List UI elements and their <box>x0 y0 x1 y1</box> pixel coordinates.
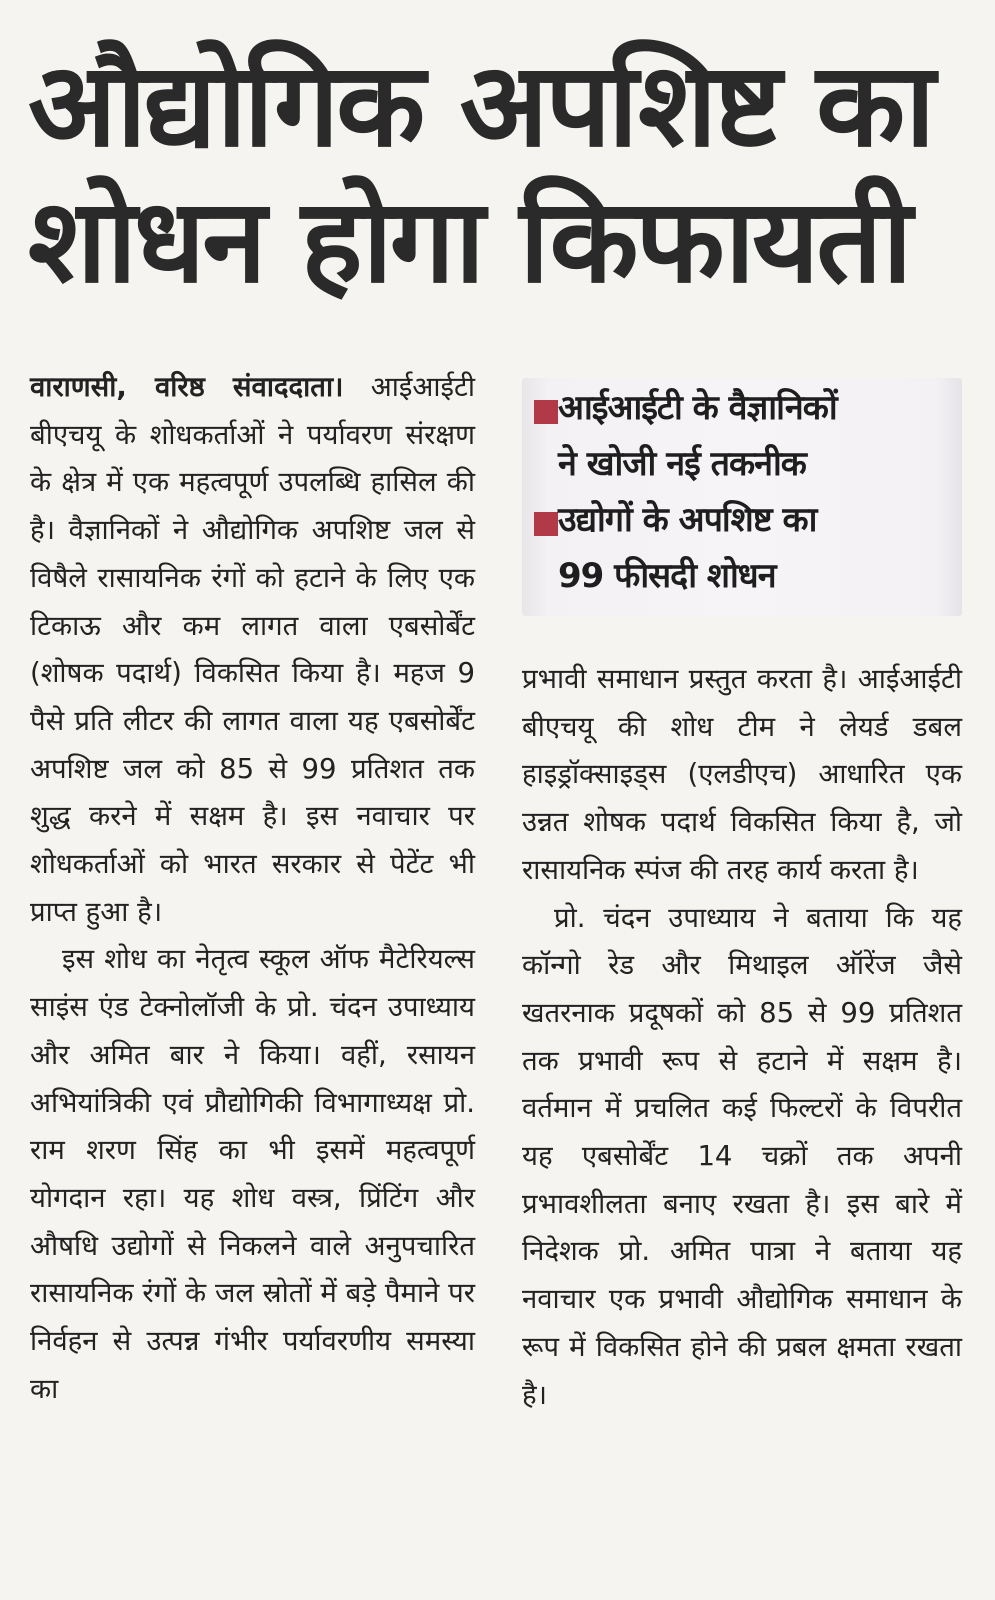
highlight-item <box>558 492 816 604</box>
paragraph-text: आईआईटी बीएचयू के शोधकर्ताओं ने पर्यावरण संरक्षण के क्षेत्र में एक महत्वपूर्ण उपलब्धि हासिल की है। वैज्ञानिकों ने औद्योगिक अपशिष्ट जल से विषैले रासायनिक रंगों को हटाने के लिए एक टिकाऊ और कम लागत वाला एबसोर्बेंट (शोषक पदार्थ) विकसित किया है। महज 9 पैसे प्रति लीटर की लागत वाला यह एबसोर्बेंट अपशिष्ट जल को 85 से 99 प्रतिशत तक शुद्ध करने में सक्षम है। इस नवाचार पर शोधकर्ताओं को भारत सरकार से पेटेंट भी प्राप्त हुआ है। <box>30 371 475 928</box>
article-paragraph: प्रो. चंदन उपाध्याय ने बताया कि यह कॉन्गो रेड और मिथाइल ऑरेंज जैसे खतरनाक प्रदूषकों को 85 से 99 प्रतिशत तक प्रभावी रूप से हटाने में सक्षम है। वर्तमान में प्रचलित कई फिल्टरों के विपरीत यह एबसोर्बेंट 14 चक्रों तक अपनी प्रभावशीलता बनाए रखता है। इस बारे में निदेशक प्रो. अमित पात्रा ने बताया यह नवाचार एक प्रभावी औद्योगिक समाधान के रूप में विकसित होने की प्रबल क्षमता रखता है। <box>522 901 962 1411</box>
article-column-left <box>30 364 475 1413</box>
article-paragraph: इस शोध का नेतृत्व स्कूल ऑफ मैटेरियल्स साइंस एंड टेक्नोलॉजी के प्रो. चंदन उपाध्याय और अमित बार ने किया। वहीं, रसायन अभियांत्रिकी एवं प्रौद्योगिकी विभागाध्यक्ष प्रो. राम शरण सिंह का भी इसमें महत्वपूर्ण योगदान रहा। यह शोध वस्त्र, प्रिंटिंग और औषधि उद्योगों से निकलने वाले अनुपचारित रासायनिक रंगों के जल स्रोतों में बड़े पैमाने पर निर्वहन से उत्पन्न गंभीर पर्यावरणीय समस्या का <box>30 943 475 1405</box>
dateline: वाराणसी, वरिष्ठ संवाददाता। <box>30 371 344 403</box>
article-column-right <box>522 656 962 1419</box>
highlight-line: ने खोजी नई तकनीक <box>558 444 806 484</box>
highlight-line: 99 फीसदी शोधन <box>558 556 776 596</box>
highlight-item <box>558 380 837 492</box>
headline-line-2: शोधन होगा किफायती <box>28 174 910 309</box>
article-paragraph: प्रभावी समाधान प्रस्तुत करता है। आईआईटी बीएचयू की शोध टीम ने लेयर्ड डबल हाइड्रॉक्साइड्स (एलडीएच) आधारित एक उन्नत शोषक पदार्थ विकसित किया है, जो रासायनिक स्पंज की तरह कार्य करता है। <box>522 663 962 886</box>
highlight-line: उद्योगों के अपशिष्ट का <box>558 500 817 540</box>
headline <box>28 38 968 310</box>
highlights-box <box>522 378 962 616</box>
bullet-square-icon <box>534 400 558 424</box>
article-paragraph <box>30 364 475 936</box>
headline-line-1: औद्योगिक अपशिष्ट का <box>28 38 933 173</box>
bullet-square-icon <box>534 512 558 536</box>
highlight-line: आईआईटी के वैज्ञानिकों <box>558 388 837 428</box>
